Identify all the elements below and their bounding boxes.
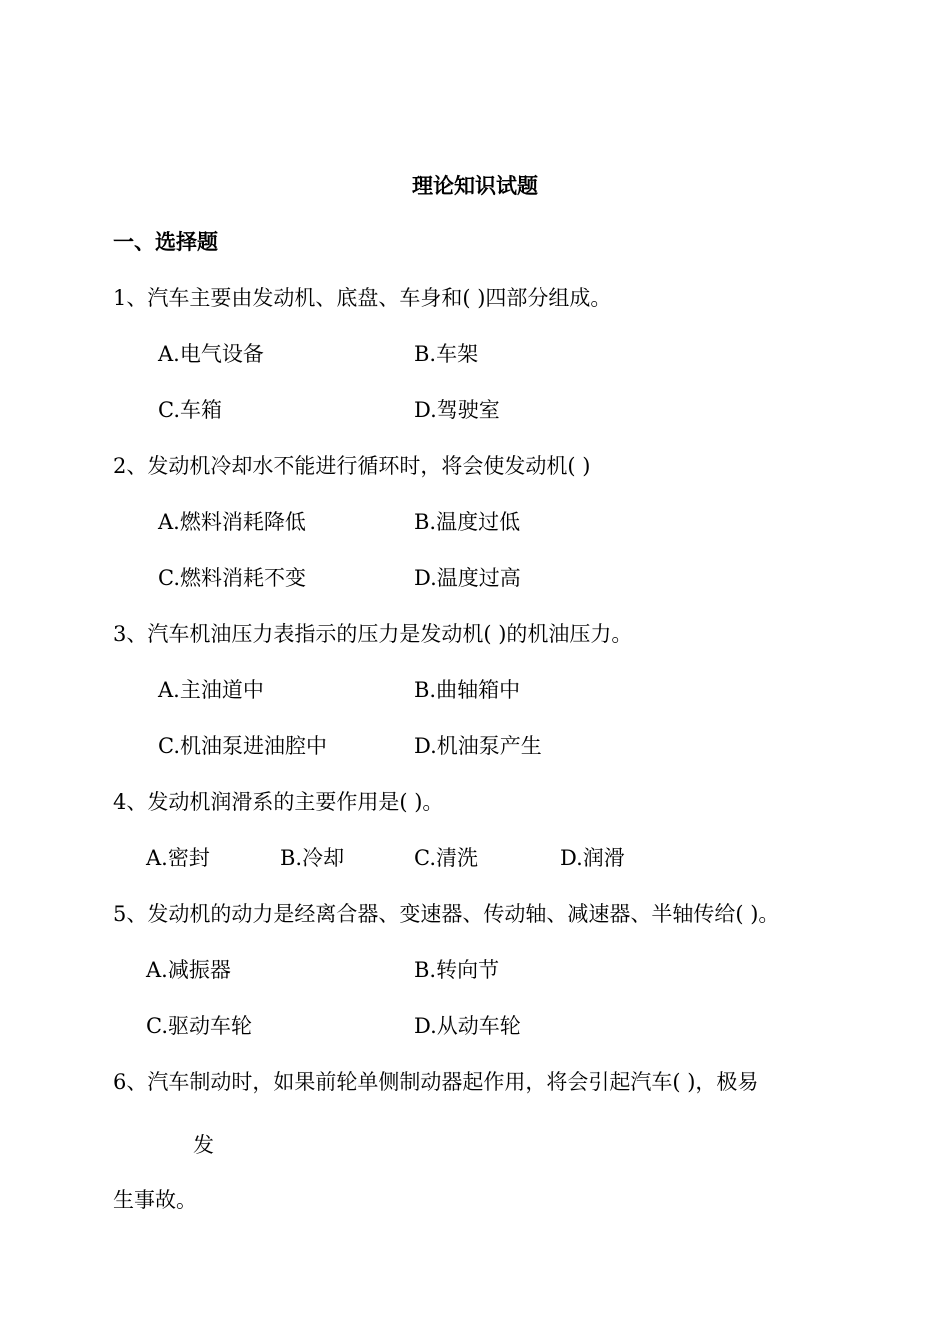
question-3-option-d: D.机油泵产生 [414, 734, 542, 758]
question-2-option-a: A.燃料消耗降低 [158, 510, 306, 534]
question-1-option-a: A.电气设备 [158, 342, 264, 366]
question-2-text: 2、发动机冷却水不能进行循环时，将会使发动机( ) [113, 454, 591, 478]
question-4-option-d: D.润滑 [560, 846, 625, 870]
question-4-option-a: A.密封 [146, 846, 210, 870]
section-heading: 一、选择题 [113, 230, 218, 254]
question-1-option-d: D.驾驶室 [414, 398, 500, 422]
question-5-option-d: D.从动车轮 [414, 1014, 521, 1038]
question-4-option-b: B.冷却 [280, 846, 345, 870]
question-3-option-b: B.曲轴箱中 [414, 678, 521, 702]
question-2-option-d: D.温度过高 [414, 566, 521, 590]
question-1-option-c: C.车箱 [158, 398, 222, 422]
question-3-option-c: C.机油泵进油腔中 [158, 734, 327, 758]
question-5-option-a: A.减振器 [146, 958, 231, 982]
question-2-option-b: B.温度过低 [414, 510, 521, 534]
question-5-option-c: C.驱动车轮 [146, 1014, 252, 1038]
question-3-text: 3、汽车机油压力表指示的压力是发动机( )的机油压力。 [113, 622, 633, 646]
question-2-option-c: C.燃料消耗不变 [158, 566, 306, 590]
question-6-text-line-2: 发 [193, 1133, 214, 1157]
question-4-text: 4、发动机润滑系的主要作用是( )。 [113, 790, 444, 814]
page-title: 理论知识试题 [412, 174, 538, 198]
question-5-option-b: B.转向节 [414, 958, 500, 982]
question-6-text-line-1: 6、汽车制动时，如果前轮单侧制动器起作用，将会引起汽车( )，极易 [113, 1070, 759, 1094]
question-5-text: 5、发动机的动力是经离合器、变速器、传动轴、减速器、半轴传给( )。 [113, 902, 780, 926]
question-4-option-c: C.清洗 [414, 846, 478, 870]
question-1-option-b: B.车架 [414, 342, 479, 366]
question-6-text-line-3: 生事故。 [113, 1188, 197, 1212]
question-3-option-a: A.主油道中 [158, 678, 264, 702]
question-1-text: 1、汽车主要由发动机、底盘、车身和( )四部分组成。 [113, 286, 612, 310]
